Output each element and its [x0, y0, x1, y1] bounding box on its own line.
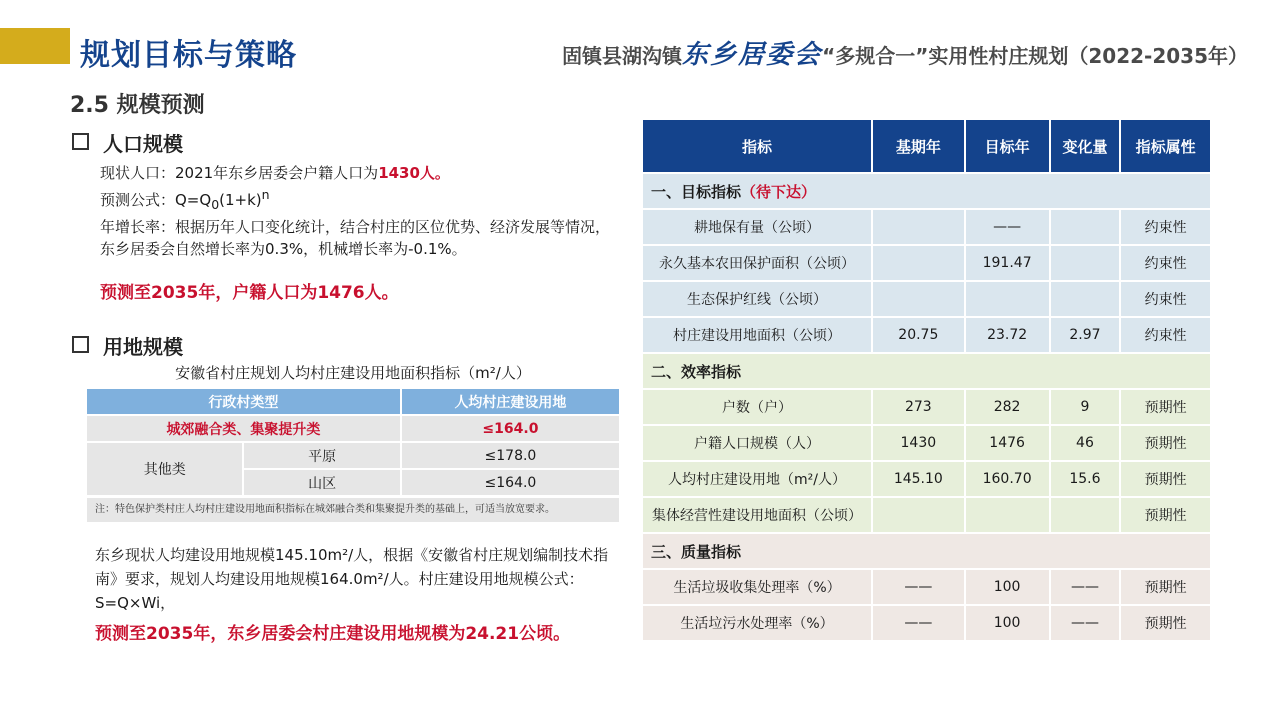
population-formula-line [100, 184, 620, 216]
base-year-cell: 1430 [872, 425, 965, 461]
land-standard-table [85, 387, 621, 497]
base-year-cell [872, 209, 965, 245]
base-year-cell: 145.10 [872, 461, 965, 497]
header-attribute: 指标属性 [1120, 119, 1211, 173]
indicator-name-cell: 耕地保有量（公顷） [642, 209, 872, 245]
target-year-cell: 23.72 [965, 317, 1050, 353]
population-heading [72, 128, 183, 157]
land-conclusion: 预测至2035年，东乡居委会村庄建设用地规模为24.21公顷。 [95, 624, 571, 644]
category-row-target [642, 173, 1211, 209]
table-header-row [86, 388, 620, 415]
attribute-cell: 约束性 [1120, 281, 1211, 317]
change-cell: 46 [1050, 425, 1121, 461]
change-cell [1050, 245, 1121, 281]
checkbox-square-icon [72, 133, 89, 150]
indicator-name-cell: 生态保护红线（公顷） [642, 281, 872, 317]
table-row [642, 245, 1211, 281]
attribute-cell: 预期性 [1120, 461, 1211, 497]
indicator-name-cell: 集体经营性建设用地面积（公顷） [642, 497, 872, 533]
category-body-target [642, 209, 1211, 353]
indicator-name-cell: 户籍人口规模（人） [642, 425, 872, 461]
attribute-cell: 预期性 [1120, 605, 1211, 641]
land-table-caption: 安徽省村庄规划人均村庄建设用地面积指标（m²/人） [175, 364, 531, 382]
base-year-cell [872, 281, 965, 317]
base-year-cell [872, 245, 965, 281]
attribute-cell: 预期性 [1120, 569, 1211, 605]
target-year-cell: —— [965, 209, 1050, 245]
terrain-cell: 山区 [243, 469, 400, 496]
table-row [642, 389, 1211, 425]
base-year-cell: 273 [872, 389, 965, 425]
page-title: 规划目标与策略 [80, 38, 297, 73]
indicator-table [641, 118, 1212, 642]
population-current-line [100, 162, 620, 184]
population-current-text: 现状人口：2021年东乡居委会户籍人口为 [100, 164, 379, 182]
header-village-type: 行政村类型 [86, 388, 401, 415]
population-text [100, 162, 620, 260]
table-row [642, 281, 1211, 317]
base-year-cell: 20.75 [872, 317, 965, 353]
land-table-note: 注：特色保护类村庄人均村庄建设用地面积指标在城郊融合类和集聚提升类的基础上，可适当放宽要求。 [87, 498, 619, 522]
target-year-cell: 191.47 [965, 245, 1050, 281]
village-type-cell: 其他类 [86, 442, 243, 496]
target-year-cell: 100 [965, 569, 1050, 605]
change-cell: 9 [1050, 389, 1121, 425]
formula-superscript: n [261, 187, 270, 202]
table-row [642, 569, 1211, 605]
change-cell: —— [1050, 569, 1121, 605]
formula-mid: (1+k) [219, 191, 262, 209]
header-per-capita-land: 人均村庄建设用地 [401, 388, 620, 415]
indicator-name-cell: 户数（户） [642, 389, 872, 425]
table-row [642, 209, 1211, 245]
header-base-year: 基期年 [872, 119, 965, 173]
table-row [642, 461, 1211, 497]
table-header-row [642, 119, 1211, 173]
table-row [642, 425, 1211, 461]
table-row [642, 605, 1211, 641]
formula-subscript: 0 [211, 197, 220, 212]
change-cell [1050, 497, 1121, 533]
category-note: （待下达） [741, 182, 817, 201]
attribute-cell: 预期性 [1120, 389, 1211, 425]
population-heading-label: 人口规模 [103, 132, 183, 156]
category-label: 三、质量指标 [642, 533, 1211, 569]
category-row-efficiency [642, 353, 1211, 389]
project-title-brand: 东乡居委会 [682, 40, 823, 70]
table-row [642, 317, 1211, 353]
target-year-cell: 160.70 [965, 461, 1050, 497]
land-value-cell: ≤178.0 [401, 442, 620, 469]
indicator-name-cell: 永久基本农田保护面积（公顷） [642, 245, 872, 281]
category-body-efficiency [642, 389, 1211, 533]
population-growth-text: 年增长率：根据历年人口变化统计，结合村庄的区位优势、经济发展等情况，东乡居委会自然增长率为0.3%，机械增长率为-0.1%。 [100, 218, 611, 258]
change-cell: 15.6 [1050, 461, 1121, 497]
indicator-name-cell: 人均村庄建设用地（m²/人） [642, 461, 872, 497]
change-cell: —— [1050, 605, 1121, 641]
indicator-name-cell: 村庄建设用地面积（公顷） [642, 317, 872, 353]
category-title: 一、目标指标 [651, 182, 742, 201]
category-row-quality [642, 533, 1211, 569]
base-year-cell: —— [872, 605, 965, 641]
attribute-cell: 约束性 [1120, 209, 1211, 245]
indicator-name-cell: 生活垃污水处理率（%） [642, 605, 872, 641]
target-year-cell: 282 [965, 389, 1050, 425]
table-row [86, 415, 620, 442]
section-title: 2.5 规模预测 [70, 93, 205, 118]
base-year-cell [872, 497, 965, 533]
attribute-cell: 预期性 [1120, 425, 1211, 461]
base-year-cell: —— [872, 569, 965, 605]
table-row [642, 497, 1211, 533]
change-cell [1050, 281, 1121, 317]
project-title-prefix: 固镇县湖沟镇 [562, 44, 683, 68]
attribute-cell: 约束性 [1120, 317, 1211, 353]
header-target-year: 目标年 [965, 119, 1050, 173]
change-cell: 2.97 [1050, 317, 1121, 353]
header-accent-bar [0, 28, 70, 64]
category-label [642, 173, 1211, 209]
project-title [562, 34, 1248, 71]
attribute-cell: 约束性 [1120, 245, 1211, 281]
land-heading [72, 331, 183, 360]
village-type-cell: 城郊融合类、集聚提升类 [86, 415, 401, 442]
indicator-name-cell: 生活垃圾收集处理率（%） [642, 569, 872, 605]
checkbox-square-icon [72, 336, 89, 353]
header-change: 变化量 [1050, 119, 1121, 173]
change-cell [1050, 209, 1121, 245]
land-value-cell: ≤164.0 [401, 415, 620, 442]
population-current-value: 1430人。 [378, 164, 450, 182]
target-year-cell [965, 497, 1050, 533]
target-year-cell [965, 281, 1050, 317]
formula-text: 预测公式：Q=Q [100, 191, 212, 209]
project-title-suffix: “多规合一”实用性村庄规划（2022-2035年） [822, 44, 1248, 68]
target-year-cell: 100 [965, 605, 1050, 641]
land-text: 东乡现状人均建设用地规模145.10m²/人，根据《安徽省村庄规划编制技术指南》要求，规划人均建设用地规模164.0m²/人。村庄建设用地规模公式：S=Q×Wi， [95, 546, 609, 612]
attribute-cell: 预期性 [1120, 497, 1211, 533]
terrain-cell: 平原 [243, 442, 400, 469]
header-indicator: 指标 [642, 119, 872, 173]
land-value-cell: ≤164.0 [401, 469, 620, 496]
population-conclusion: 预测至2035年，户籍人口为1476人。 [100, 283, 399, 303]
target-year-cell: 1476 [965, 425, 1050, 461]
category-label: 二、效率指标 [642, 353, 1211, 389]
category-body-quality [642, 569, 1211, 641]
table-row [86, 442, 620, 469]
land-heading-label: 用地规模 [103, 335, 183, 359]
